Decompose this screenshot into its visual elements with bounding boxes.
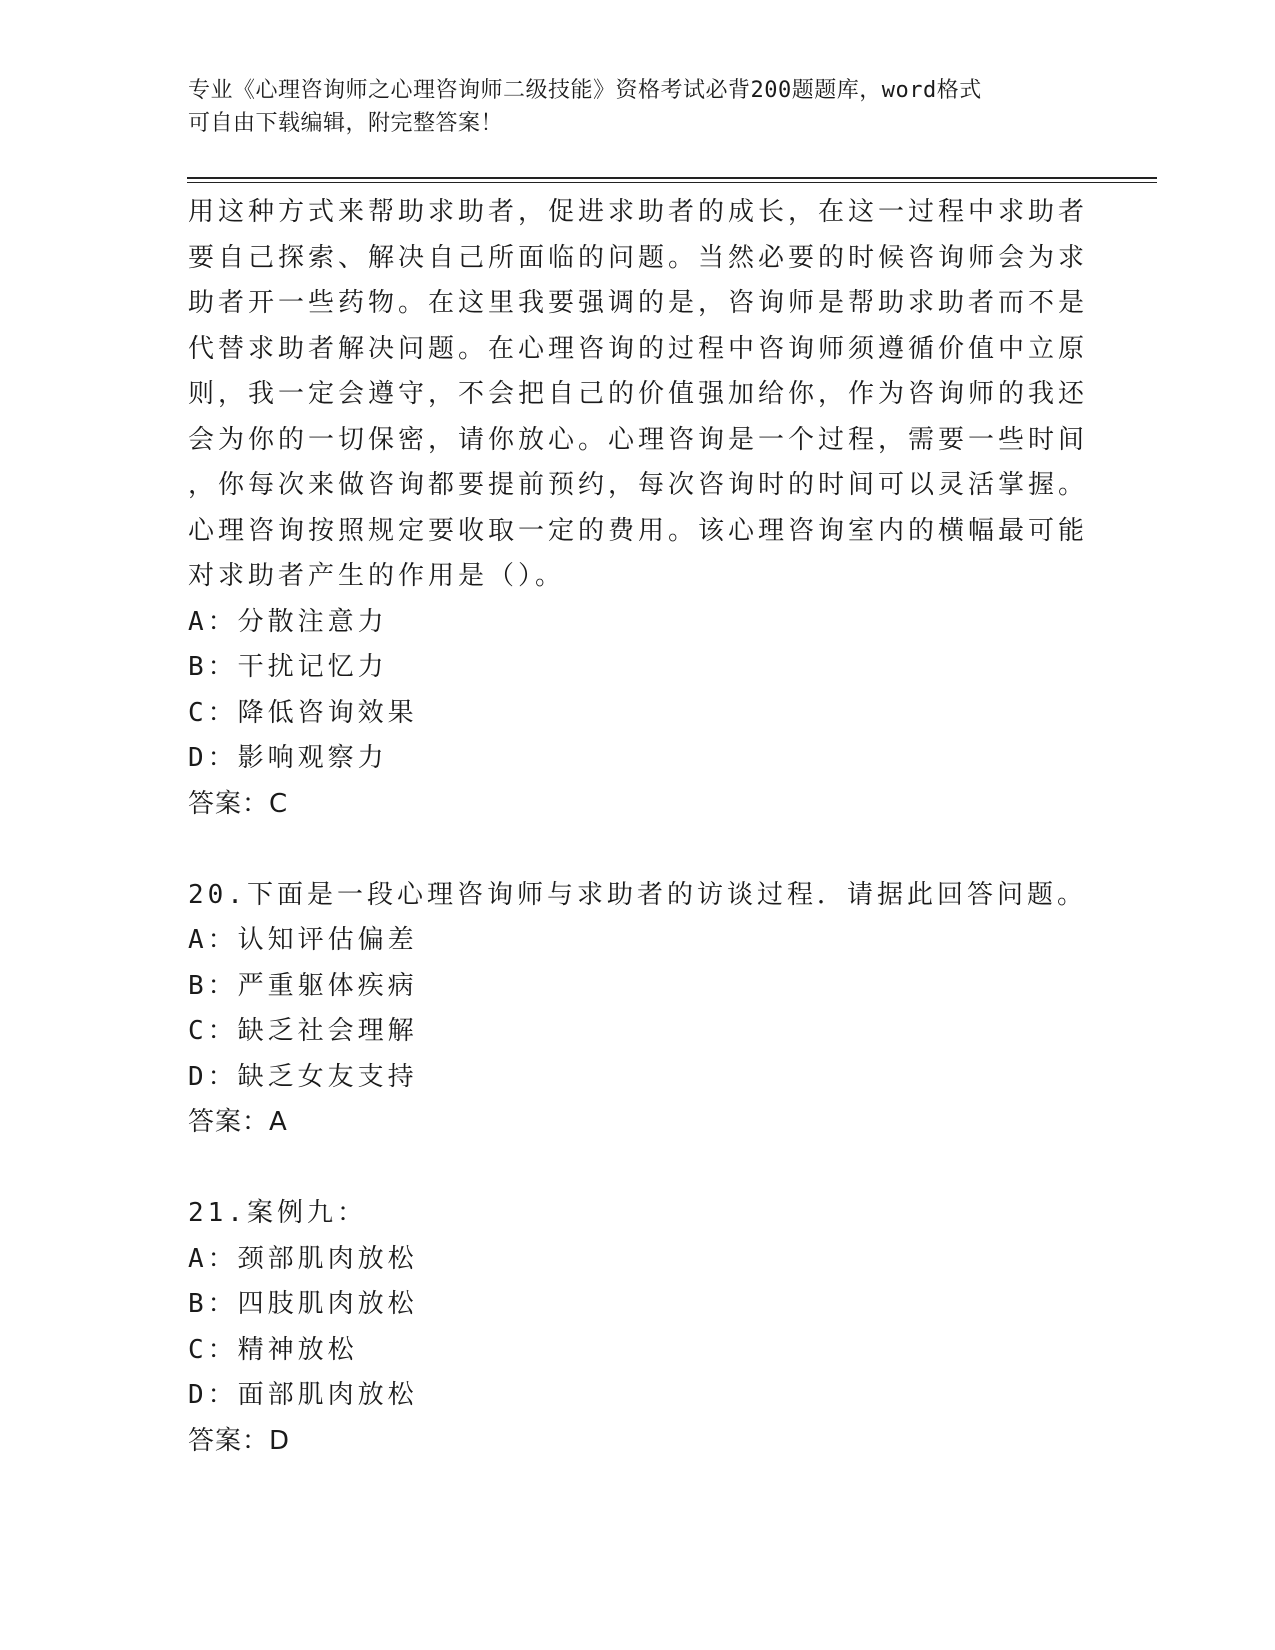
spacer (188, 827, 1088, 873)
question-text-line: 对求助者产生的作用是（）。 (188, 561, 566, 591)
answer-line: 答案：A (188, 1107, 288, 1137)
answer-line: 答案：D (188, 1425, 291, 1456)
header-title-line-1: 专业《心理咨询师之心理咨询师二级技能》资格考试必背200题题库，word格式 (188, 78, 982, 103)
option-b: B：严重躯体疾病 (188, 970, 418, 1001)
option-a: A：认知评估偏差 (188, 925, 418, 955)
option-b: B：四肢肌肉放松 (188, 1289, 418, 1319)
question-stem: 21.案例九： (188, 1198, 367, 1228)
page-header (188, 74, 1088, 140)
question-21 (188, 1191, 1088, 1464)
question-stem: 20.下面是一段心理咨询师与求助者的访谈过程．请据此回答问题。 (188, 879, 1087, 910)
header-title-line-2: 可自由下载编辑，附完整答案！ (188, 111, 504, 136)
spacer (188, 1146, 1088, 1192)
question-20 (188, 873, 1088, 1146)
option-a: A：分散注意力 (188, 606, 388, 637)
question-19 (188, 190, 1088, 827)
question-text-line: 会为你的一切保密，请你放心。心理咨询是一个过程，需要一些时间 (188, 424, 1089, 455)
question-text-line: 则，我一定会遵守，不会把自己的价值强加给你，作为咨询师的我还 (188, 379, 1089, 409)
header-divider-thick (187, 177, 1157, 179)
option-c: C：精神放松 (188, 1334, 358, 1365)
option-c: C：降低咨询效果 (188, 697, 418, 728)
option-d: D：影响观察力 (188, 743, 388, 773)
question-text-line: 心理咨询按照规定要收取一定的费用。该心理咨询室内的横幅最可能 (188, 515, 1089, 546)
question-text-line: 代替求助者解决问题。在心理咨询的过程中咨询师须遵循价值中立原 (188, 333, 1089, 364)
option-d: D：面部肌肉放松 (188, 1380, 418, 1410)
option-c: C：缺乏社会理解 (188, 1016, 418, 1046)
document-body (188, 190, 1088, 1464)
question-text-line: 助者开一些药物。在这里我要强调的是，咨询师是帮助求助者而不是 (188, 288, 1089, 318)
question-text-line: 用这种方式来帮助求助者，促进求助者的成长，在这一过程中求助者 (188, 197, 1089, 227)
header-divider-thin (187, 182, 1157, 183)
question-text-line: 要自己探索、解决自己所面临的问题。当然必要的时候咨询师会为求 (188, 242, 1089, 273)
option-a: A：颈部肌肉放松 (188, 1243, 418, 1274)
option-d: D：缺乏女友支持 (188, 1061, 418, 1092)
question-text-line: ，你每次来做咨询都要提前预约，每次咨询时的时间可以灵活掌握。 (188, 470, 1089, 500)
answer-line: 答案：C (188, 788, 289, 819)
option-b: B：干扰记忆力 (188, 652, 388, 682)
